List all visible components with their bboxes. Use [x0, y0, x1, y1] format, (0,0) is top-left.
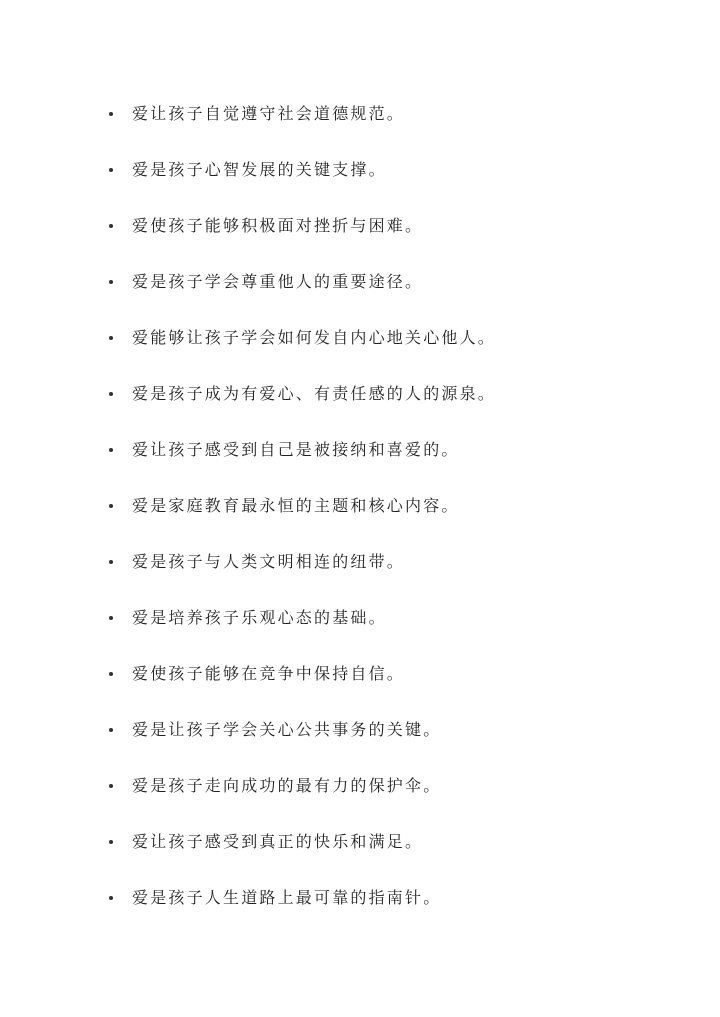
list-item [109, 422, 669, 478]
bullet-icon [109, 168, 113, 172]
list-item [109, 478, 669, 534]
list-item [109, 534, 669, 590]
bullet-icon [109, 616, 113, 620]
list-item-text: 爱是孩子人生道路上最可靠的指南针。 [132, 888, 442, 907]
list-item [109, 142, 669, 198]
list-item-text: 爱让孩子感受到自己是被接纳和喜爱的。 [132, 440, 460, 459]
list-item [109, 646, 669, 702]
list-item [109, 758, 669, 814]
bullet-icon [109, 840, 113, 844]
bullet-icon [109, 280, 113, 284]
list-item [109, 590, 669, 646]
bullet-icon [109, 392, 113, 396]
bullet-icon [109, 728, 113, 732]
list-item-text: 爱使孩子能够在竞争中保持自信。 [132, 664, 406, 683]
list-item-text: 爱是家庭教育最永恒的主题和核心内容。 [132, 496, 460, 515]
list-item [109, 702, 669, 758]
bullet-icon [109, 560, 113, 564]
list-item-text: 爱是孩子学会尊重他人的重要途径。 [132, 272, 424, 291]
bullet-icon [109, 784, 113, 788]
list-item-text: 爱是孩子与人类文明相连的纽带。 [132, 552, 406, 571]
bullet-icon [109, 896, 113, 900]
list-item [109, 310, 669, 366]
list-item-text: 爱是孩子走向成功的最有力的保护伞。 [132, 776, 442, 795]
bullet-icon [109, 336, 113, 340]
list-item [109, 86, 669, 142]
bullet-icon [109, 224, 113, 228]
list-item-text: 爱使孩子能够积极面对挫折与困难。 [132, 216, 424, 235]
bullet-icon [109, 448, 113, 452]
list-item [109, 254, 669, 310]
list-item [109, 366, 669, 422]
bullet-icon [109, 112, 113, 116]
list-item [109, 814, 669, 870]
bullet-icon [109, 504, 113, 508]
list-item-text: 爱让孩子感受到真正的快乐和满足。 [132, 832, 424, 851]
list-item-text: 爱是孩子心智发展的关键支撑。 [132, 160, 387, 179]
list-item-text: 爱能够让孩子学会如何发自内心地关心他人。 [132, 328, 497, 347]
list-item [109, 198, 669, 254]
list-item-text: 爱让孩子自觉遵守社会道德规范。 [132, 104, 406, 123]
bullet-list [109, 86, 669, 926]
list-item [109, 870, 669, 926]
list-item-text: 爱是让孩子学会关心公共事务的关键。 [132, 720, 442, 739]
list-item-text: 爱是孩子成为有爱心、有责任感的人的源泉。 [132, 384, 497, 403]
list-item-text: 爱是培养孩子乐观心态的基础。 [132, 608, 387, 627]
bullet-icon [109, 672, 113, 676]
